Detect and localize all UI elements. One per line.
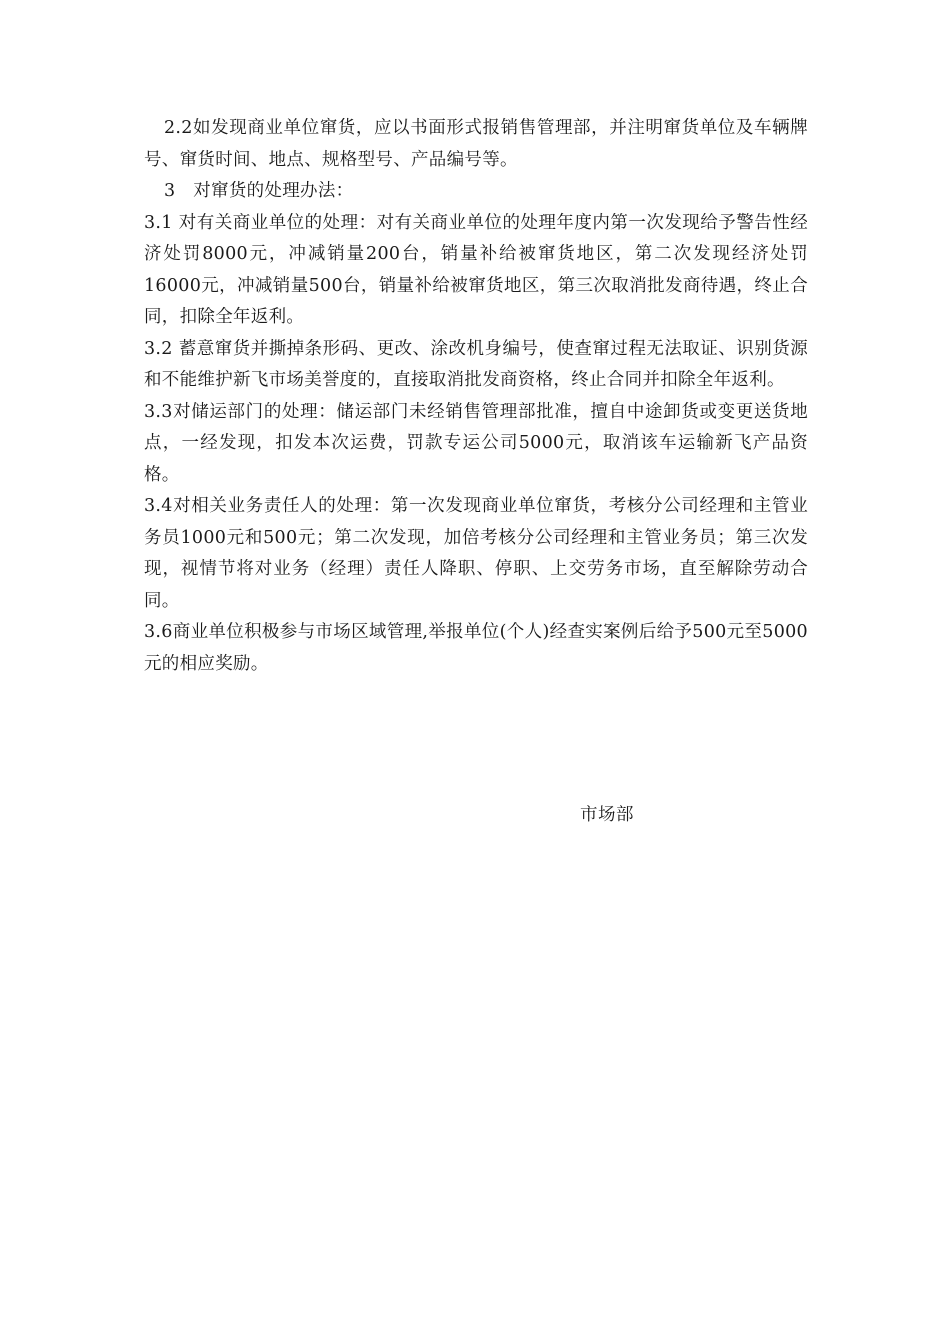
paragraph-3-4: 3.4对相关业务责任人的处理：第一次发现商业单位窜货，考核分公司经理和主管业务员1000元和500元；第二次发现，加倍考核分公司经理和主管业务员；第三次发现，视情节将对业务（经理）责任人降职、停职、上交劳务市场，直至解除劳动合同。 — [144, 496, 808, 611]
paragraph-3-1: 3.1 对有关商业单位的处理：对有关商业单位的处理年度内第一次发现给予警告性经济处罚8000元，冲减销量200台，销量补给被窜货地区，第二次发现经济处罚16000元，冲减销量500台，销量补给被窜货地区，第三次取消批发商待遇，终止合同，扣除全年返利。 — [144, 212, 808, 327]
signature-department: 市场部 — [580, 805, 634, 825]
paragraph-3-3: 3.3对储运部门的处理：储运部门未经销售管理部批准，擅自中途卸货或变更送货地点，一经发现，扣发本次运费，罚款专运公司5000元，取消该车运输新飞产品资格。 — [144, 401, 808, 485]
section-heading-3: 3 对窜货的处理办法： — [164, 181, 354, 201]
paragraph-3-2: 3.2 蓄意窜货并撕掉条形码、更改、涂改机身编号，使查窜过程无法取证、识别货源和不能维护新飞市场美誉度的，直接取消批发商资格，终止合同并扣除全年返利。 — [144, 338, 808, 390]
paragraph-3-6: 3.6商业单位积极参与市场区域管理,举报单位(个人)经查实案例后给予500元至5000元的相应奖励。 — [144, 622, 808, 674]
document-body — [144, 113, 808, 680]
paragraph-2-2: 2.2如发现商业单位窜货，应以书面形式报销售管理部，并注明窜货单位及车辆牌号、窜货时间、地点、规格型号、产品编号等。 — [144, 118, 808, 170]
